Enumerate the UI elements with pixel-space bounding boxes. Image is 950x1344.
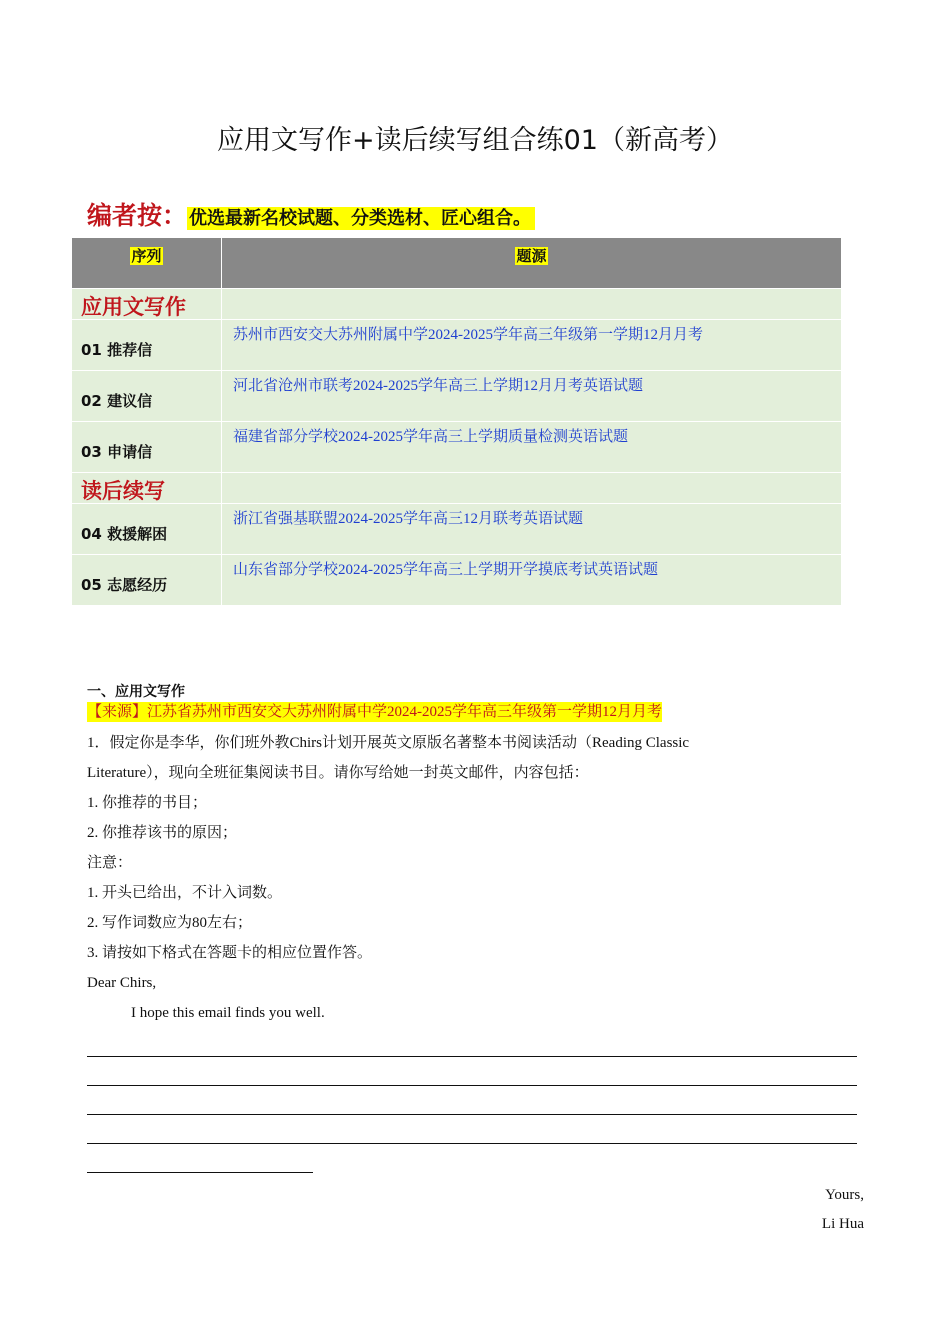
prompt-line: Literature），现向全班征集阅读书目。请你写给她一封英文邮件，内容包括： — [87, 765, 589, 781]
section-label: 读后续写 — [72, 473, 222, 503]
table-row — [72, 370, 841, 421]
item-name: 03 申请信 — [72, 422, 222, 472]
writing-section — [87, 682, 862, 1239]
table-row — [72, 554, 841, 605]
note-label: 注意： — [87, 855, 133, 871]
answer-line — [87, 1115, 857, 1144]
header-source: 题源 — [516, 247, 547, 265]
answer-line — [87, 1057, 857, 1086]
opening-line: I hope this email finds you well. — [131, 1005, 325, 1021]
table-row — [72, 503, 841, 554]
item-source: 浙江省强基联盟2024-2025学年高三12月联考英语试题 — [233, 511, 583, 527]
item-source: 福建省部分学校2024-2025学年高三上学期质量检测英语试题 — [233, 429, 628, 445]
signature: Li Hua — [821, 1216, 864, 1232]
table-header — [72, 238, 841, 288]
salutation: Dear Chirs, — [87, 975, 157, 991]
table-body — [72, 288, 841, 605]
section-row — [72, 288, 841, 319]
item-source: 山东省部分学校2024-2025学年高三上学期开学摸底考试英语试题 — [233, 562, 658, 578]
prompt-line: 1．假定你是李华，你们班外教Chirs计划开展英文原版名著整本书阅读活动（Reading Classic — [87, 735, 690, 751]
answer-line — [87, 1086, 857, 1115]
section-heading: 一、应用文写作 — [87, 684, 185, 700]
editor-note-text: 优选最新名校试题、分类选材、匠心组合。 — [187, 207, 535, 230]
item-name: 04 救援解困 — [72, 504, 222, 554]
closing: Yours, — [825, 1187, 864, 1203]
content-point: 1. 你推荐的书目； — [87, 795, 208, 811]
table-row — [72, 319, 841, 370]
section-label: 应用文写作 — [72, 289, 222, 319]
note-item: 3. 请按如下格式在答题卡的相应位置作答。 — [87, 945, 373, 961]
item-name: 02 建议信 — [72, 371, 222, 421]
answer-line — [87, 1028, 857, 1057]
table-row — [72, 421, 841, 472]
page-title: 应用文写作+读后续写组合练01（新高考） — [217, 125, 733, 156]
item-name: 01 推荐信 — [72, 320, 222, 370]
item-name: 05 志愿经历 — [72, 555, 222, 605]
content-point: 2. 你推荐该书的原因； — [87, 825, 238, 841]
editor-note — [87, 196, 535, 232]
note-item: 1. 开头已给出，不计入词数。 — [87, 885, 283, 901]
header-order: 序列 — [131, 247, 162, 265]
section-row — [72, 472, 841, 503]
item-source: 河北省沧州市联考2024-2025学年高三上学期12月月考英语试题 — [233, 378, 643, 394]
note-item: 2. 写作词数应为80左右； — [87, 915, 253, 931]
source-line: 【来源】江苏省苏州市西安交大苏州附属中学2024-2025学年高三年级第一学期12月月考 — [87, 704, 662, 720]
source-table — [72, 238, 841, 605]
editor-note-label: 编者按： — [87, 201, 188, 230]
item-source: 苏州市西安交大苏州附属中学2024-2025学年高三年级第一学期12月月考 — [233, 327, 703, 343]
answer-line — [87, 1144, 313, 1173]
